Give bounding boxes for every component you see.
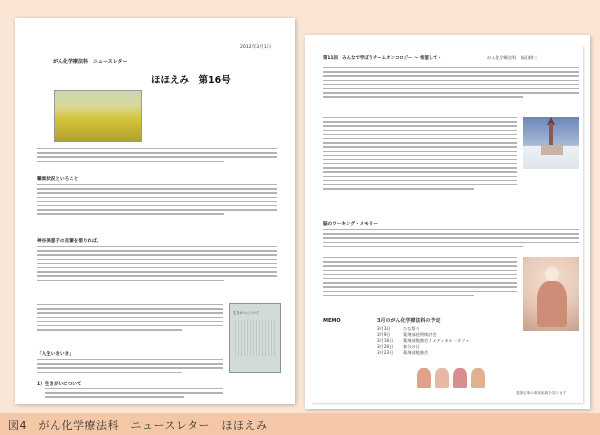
section-heading-2: 神谷美恵子の言葉を借りれば、: [37, 239, 102, 244]
doll-photo: [523, 257, 579, 331]
section-2-text: [37, 246, 277, 300]
memo-event: 春分の日: [403, 344, 420, 349]
rapeseed-field-photo: [54, 90, 142, 142]
memo-events: [403, 326, 469, 356]
article-author: がん化学療法科 福田耕三: [487, 55, 538, 60]
memo-footer-note: 感謝記事の事前転載を誤ります: [516, 391, 567, 395]
book-cover-title: 生きがいについて: [233, 311, 260, 315]
newsletter-date: 2012年3月1日: [240, 45, 272, 50]
memo-event: 薬剤部勉強会: [403, 350, 429, 355]
book-cover-image: [229, 303, 281, 373]
memo-event: 薬剤部症例検討会: [403, 332, 437, 337]
hina-dolls-illustration: [377, 360, 517, 388]
section-heading-4: 1）生きがいについて: [37, 382, 82, 387]
working-memory-heading: 脳のワーキング・メモリー: [323, 222, 378, 227]
figure-caption-bar: [0, 413, 600, 435]
memo-event: 薬剤部勉強会 / メディカル・カフェ: [403, 338, 470, 343]
section-heading-3: 「人生いきいき」: [37, 352, 74, 357]
newsletter-page-2: [311, 45, 583, 403]
section-heading-1: 職員状況といろこと: [37, 177, 79, 182]
memo-label: MEMO: [323, 318, 341, 324]
section-2b-text: [37, 304, 223, 348]
article-body-text: [323, 117, 517, 213]
memo-dates: [377, 326, 393, 356]
memo-date: 3月9日: [377, 332, 391, 337]
newsletter-title: ほほえみ 第16号: [151, 75, 231, 86]
working-memory-text-1: [323, 229, 579, 255]
section-4-text: [45, 388, 223, 402]
article-intro-text: [323, 67, 579, 113]
newsletter-org: がん化学療法科 ニュースレター: [53, 59, 128, 65]
newsletter-page-1: [15, 18, 295, 404]
memo-date: 3月3日: [377, 326, 391, 331]
memo-date: 3月23日: [377, 350, 394, 355]
figure-caption: 図4 がん化学療法科 ニュースレター ほほえみ: [8, 419, 268, 432]
working-memory-text-2: [323, 257, 517, 313]
memo-event: ひな祭り: [403, 326, 420, 331]
memo-date: 3月20日: [377, 344, 394, 349]
series-heading: 第11回 みんなで学ぼうチームオンコロジー ～ 希望して・: [323, 56, 442, 61]
memo-date: 3月16日: [377, 338, 394, 343]
church-photo: [523, 117, 579, 169]
section-1-text: [37, 184, 277, 234]
memo-title: 3月のがん化学療法科の予定: [377, 318, 441, 324]
intro-text: [37, 148, 277, 172]
section-3-text: [37, 359, 223, 379]
